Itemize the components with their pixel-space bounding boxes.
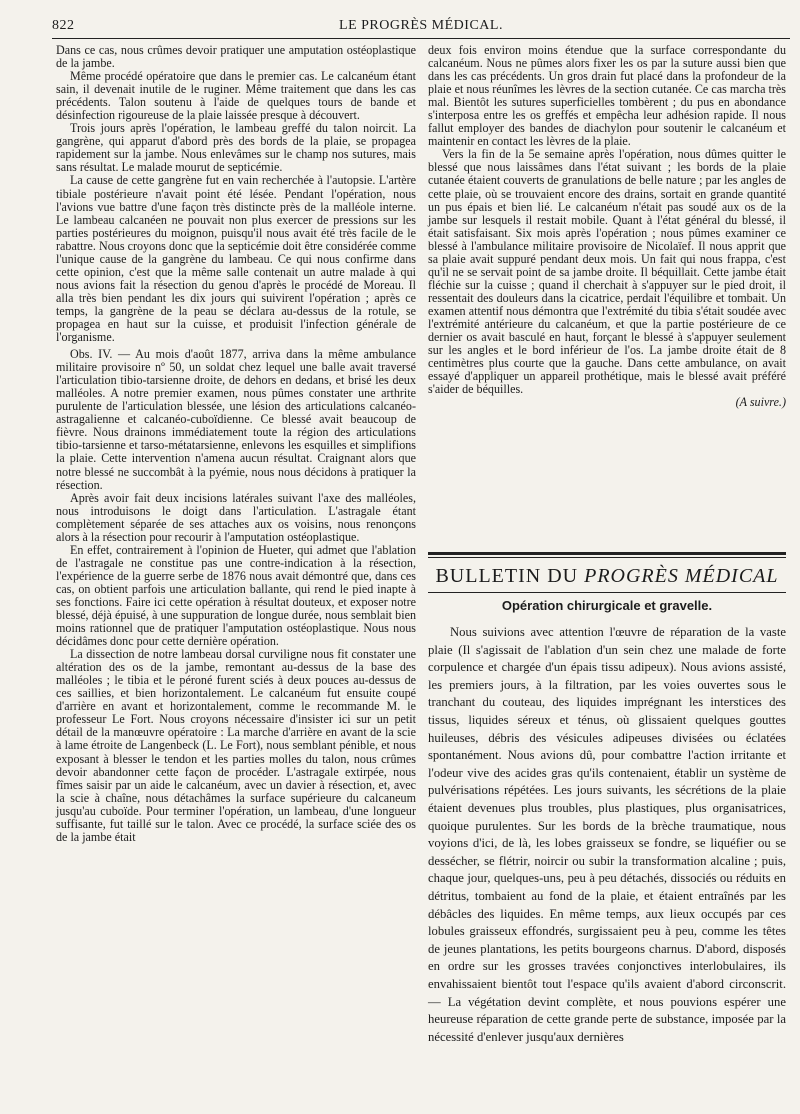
paragraph: Nous suivions avec attention l'œuvre de réparation de la vaste plaie (Il s'agissait de l'ablation d'un sein chez une malade de forte corpulence et chargée d'un épais tissu adipeux). Nous avions assisté, les premiers jours, à la filtration, par les voies ouvertes sous le tranchant du couteau, des liquides imprégnant les interstices des tissus, liquides séreux et ténus, où glissaient quelques gouttes huileuses, débris des vésicules adipeuses divisées ou éclatées spontanément. Nous avions dû, pour combattre l'action irritante et l'odeur vive des acides gras qu'ils contenaient, établir un système de pulvérisations répétées. Les jours suivants, les sécrétions de la plaie étaient devenues plus troubles, plus plastiques, plus organisatrices, quoique purulentes. Sur les bords de la brèche traumatique, nous voyions d'ici, de là, les lobes graisseux se fondre, se liquéfier ou se dessécher, se flétrir, noircir ou subir la transformation alcaline ; puis, chaque jour, quelques-uns, peu à peu détachés, dissociés ou réduits en détritus, tombaient au fond de la plaie, et étaient entraînés par les débâcles des liquides. En même temps, aux lieux occupés par ces lobules graisseux effondrés, surgissaient peu à peu, comme les têtes de jeunes plantations, les petits bourgeons charnus. D'abord, disposés en ordre sur les grosses travées conjonctives interlobulaires, ils envahissaient bientôt tout l'espace qu'ils avaient d'abord circonscrit. — La végétation devint complète, et nous pouvions espérer une heureuse réparation de cette grande perte de substance, imposée par la nécessité d'enlever jusqu'aux dernières <box>428 625 786 1044</box>
bulletin-subtitle: Opération chirurgicale et gravelle. <box>501 598 713 613</box>
paragraph: Vers la fin de la 5e semaine après l'opération, nous dûmes quitter le blessé que nous laissâmes dans l'état suivant ; les bords de la plaie cutanée étaient couverts de granulations de belle nature ; par les angles de cette plaie, où se trouvaient encore des drains, sortait en grande quantité un pus épais et bien lié. Le calcanéum n'était pas soudé aux os de la jambe sur lesquels il restait mobile. Quant à l'état général du blessé, il était satisfaisant. Six mois après l'opération ; nous pûmes examiner ce blessé à l'ambulance militaire provisoire de Nicolaïef. Il nous apprit que sa plaie avait suppuré pendant deux mois. Un fait qui nous frappa, c'est qu'il ne se servait point de sa jambe droite. Il béquillait. Cette jambe était fléchie sur la cuisse ; quand il cherchait à s'appuyer sur le pied droit, il ressentait des douleurs dans la cicatrice, perdait l'équilibre et tombait. Un examen attentif nous démontra que l'extrémité du tibia s'était soudée avec l'extrémité antérieure du calcanéum, et que la partie postérieure de ce dernier os avait basculé en haut, forçant le blessé à s'appuyer seulement sur les angles et le bord inférieur de l'os. La jambe droite était de 8 centimètres plus courte que la gauche. Dans cette ambulance, on avait essayé d'appliquer un appareil prothétique, mais le blessé avait préféré s'aider de béquilles. <box>428 147 786 397</box>
left-column <box>56 44 416 1104</box>
paragraph: deux fois environ moins étendue que la surface correspondante du calcanéum. Nous ne pûmes alors fixer les os par la suture aussi bien que dans les cas précédents. Un gros drain fut placé dans la profondeur de la plaie et nous réunîmes les lèvres de la section cutanée. Ce cas marcha très mal. Bientôt les sutures superficielles tombèrent ; du pus en abondance s'interposa entre les os greffés et empêcha leur adhésion rapide. Il nous fallut employer des bandes de diachylon pour soutenir le calcanéum et maintenir en contact les lèvres de la plaie. <box>428 43 786 149</box>
bulletin-title-italic: PROGRÈS MÉDICAL <box>584 565 779 587</box>
paragraph: La cause de cette gangrène fut en vain recherchée à l'autopsie. L'artère tibiale postérieure n'avait point été lésée. Pendant l'opération, nous l'avions vue battre d'une façon très distincte près de la malléole interne. Le lambeau calcanéen ne pouvait non plus exercer de pressions sur les parties postérieures du moignon, puisqu'il nous avait été très facile de le rabattre. Nous croyons donc que la septicémie doit être considérée comme l'unique cause de la gangrène du lambeau. Ce qui nous confirme dans cette opinion, c'est que la même salle contenait un autre malade à qui nous avions fait la résection du genou d'après le procédé de Moreau. Il alla très bien pendant les dix jours qui suivirent l'opération ; après ce temps, la gangrène de la peau se déclara au-dessus de la rotule, se propagea en haut sur la cuisse, et produisit l'infection générale de l'organisme. <box>56 173 416 345</box>
paragraph: Dans ce cas, nous crûmes devoir pratiquer une amputation ostéoplastique de la jambe. <box>56 43 416 71</box>
page-number: 822 <box>52 18 75 33</box>
paragraph: Même procédé opératoire que dans le premier cas. Le calcanéum étant sain, il devenait inutile de le ruginer. Même traitement que dans les cas précédents. Talon soutenu à l'aide de quelques tours de bande et désinfection rigoureuse de la plaie laissée presque à découvert. <box>56 69 416 123</box>
to-be-continued: (A suivre.) <box>735 395 786 410</box>
bulletin-section <box>428 552 786 1046</box>
paragraph: La dissection de notre lambeau dorsal curviligne nous fit constater une altération des os de la jambe, remontant au-dessus de la base des malléoles ; le tibia et le péroné furent sciés à deux pouces au-dessus de ces saillies, et bien horizontalement. Le calcanéum fut ensuite coupé d'arrière en avant et horizontalement, comme le recommande M. le professeur Le Fort. Nous croyons nécessaire d'insister ici sur un petit détail de la manœuvre opératoire : La marche d'arrière en avant de la scie à lame étroite de Langenbeck (L. Le Fort), nous semblant pénible, et nous exposant à blesser le tendon et les parties molles du talon, nous crûmes devoir abandonner cette façon de procéder. L'astragale extirpée, nous fîmes saisir par un aide le calcanéum, avec un davier à résection, et, avec la scie à chaîne, nous détachâmes la surface supérieure du calcaneum jusqu'au cuboïde. Pour terminer l'opération, un lambeau, d'une longueur suffisante, fut taillé sur le talon. Avec ce procédé, la surface sciée des os de la jambe était <box>56 647 416 844</box>
running-header <box>52 16 790 39</box>
bulletin-body <box>428 624 786 1046</box>
bulletin-title <box>428 564 786 588</box>
paragraph: Trois jours après l'opération, le lambeau greffé du talon noircit. La gangrène, qui apparut d'abord près des bords de la plaie, se propagea rapidement sur la jambe. Nous enlevâmes sur le champ nos sutures, mais sans résultat. Le malade mourut de septicémie. <box>56 121 416 175</box>
article-continuation <box>428 44 786 409</box>
rule-under-title <box>428 592 786 593</box>
bulletin-title-plain: BULLETIN DU <box>435 565 579 587</box>
paragraph: Après avoir fait deux incisions latérales suivant l'axe des malléoles, nous introduisons le doigt dans l'articulation. L'astragale étant complètement séparée de ses attaches aux os voisins, nous renonçons alors à la résection pour recourir à l'amputation ostéoplastique. <box>56 490 416 544</box>
rule-thin <box>428 557 786 558</box>
paragraph: En effet, contrairement à l'opinion de Hueter, qui admet que l'ablation de l'astragale ne constitue pas une contre-indication à la résection, l'expérience de la guerre serbe de 1876 nous avait démontré que, dans ces cas, on obtient parfois une articulation ballante, qui rend le pied inapte à ses fonctions. Faire ici cette opération à résultat douteux, et exposer notre blessé, déjà épuisé, à une suppuration de longue durée, nous semblait bien moins rationnel que de pratiquer l'amputation ostéoplastique. Nous nous décidâmes donc pour cette dernière opération. <box>56 542 416 649</box>
right-column <box>428 44 786 1106</box>
journal-title: LE PROGRÈS MÉDICAL. <box>339 18 503 33</box>
rule-thick <box>428 552 786 555</box>
observation-heading-paragraph: Obs. IV. — Au mois d'août 1877, arriva dans la même ambulance militaire provisoire nº 50, un soldat chez lequel une balle avait traversé l'articulation tibio-tarsienne droite, de dehors en dedans, et brisé les deux malléoles. A notre premier examen, nous pûmes constater une arthrite purulente de l'articulation blessée, une lésion des articulations calcanéo-astragalienne et calcanéo-cuboïdienne. Ce blessé avait beaucoup de fièvre. Nous drainons immédiatement toute la région des articulations tibio-tarsienne et tarso-métatarsienne, enlevons les esquilles et simplifions la plaie. Cette intervention n'amena aucun résultat. Craignant alors que notre blessé ne succombât à la pyémie, nous nous décidons à pratiquer la résection. <box>56 347 416 492</box>
